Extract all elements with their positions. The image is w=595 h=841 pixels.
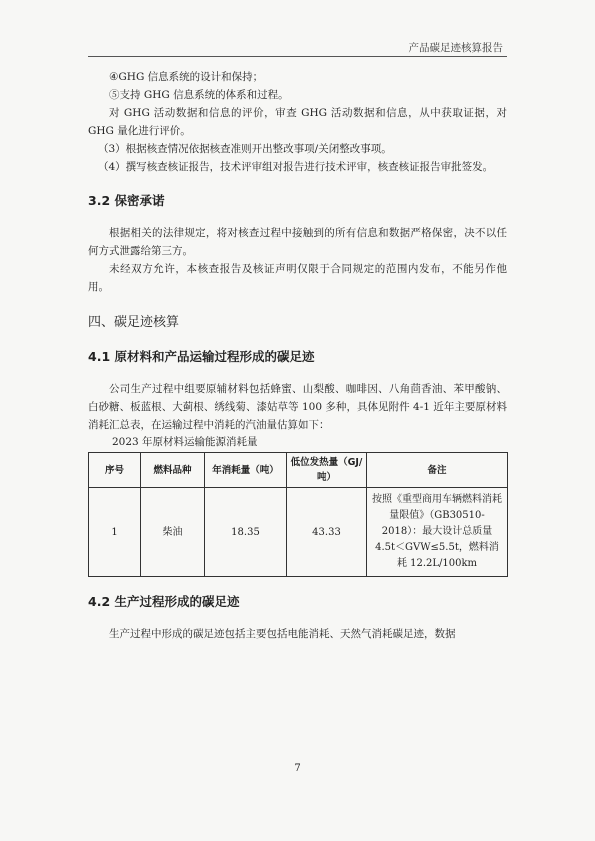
body-paragraph: 公司生产过程中组要原辅材料包括蜂蜜、山梨酸、咖啡因、八角茴香油、苯甲酸钠、白砂糖、板蓝根、大蓟根、绣线菊、漆姑草等 100 多种，具体见附件 4-1 近年主要原材料消耗汇总表，在运输过程中消耗的汽油量估算如下：: [88, 383, 507, 431]
list-item: （3）根据核查情况依据核查准则开出整改事项/关闭整改事项。: [98, 143, 392, 155]
body-paragraph: 对 GHG 活动数据和信息的评价，审查 GHG 活动数据和信息，从中获取证据，对 GHG 量化进行评价。: [88, 107, 507, 137]
list-item: ⑤支持 GHG 信息系统的体系和过程。: [109, 89, 289, 101]
chapter-heading-4: 四、碳足迹核算: [88, 315, 180, 330]
header-title: 产品碳足迹核算报告: [408, 42, 503, 54]
table-cell: 柴油: [141, 488, 205, 577]
table-cell: 18.35: [205, 488, 287, 577]
section-heading-4-2: 4.2 生产过程形成的碳足迹: [88, 594, 240, 609]
list-item: （4）撰写核查核证报告，技术评审组对报告进行技术评审，核查核证报告审批签发。: [98, 161, 494, 173]
page-content: [88, 68, 507, 643]
body-paragraph: 根据相关的法律规定，将对核查过程中接触到的所有信息和数据严格保密，决不以任何方式泄露给第三方。: [88, 227, 507, 257]
section-heading-4-1: 4.1 原材料和产品运输过程形成的碳足迹: [88, 349, 315, 364]
table-cell: 按照《重型商用车辆燃料消耗量限值》（GB30510-2018）：最大设计总质量 4.5t＜GVW≤5.5t，燃料消耗 12.2L/100km: [367, 488, 508, 577]
table-cell: 43.33: [287, 488, 367, 577]
section-heading-3-2: 3.2 保密承诺: [88, 193, 165, 208]
energy-consumption-table: [88, 452, 508, 577]
list-item: ④GHG 信息系统的设计和保持；: [109, 71, 264, 83]
body-paragraph: 未经双方允许，本核查报告及核证声明仅限于合同规定的范围内发布，不能另作他用。: [88, 263, 507, 293]
header-rule: [88, 56, 507, 57]
table-header-row: [89, 453, 508, 488]
table-caption: 2023 年原材料运输能源消耗量: [112, 436, 258, 448]
column-header: 年消耗量（吨）: [205, 453, 287, 488]
column-header: 燃料品种: [141, 453, 205, 488]
column-header: 备注: [367, 453, 508, 488]
column-header: 序号: [89, 453, 141, 488]
page-number: 7: [294, 763, 301, 774]
column-header: 低位发热量（GJ/吨）: [287, 453, 367, 488]
body-paragraph: 生产过程中形成的碳足迹包括主要包括电能消耗、天然气消耗碳足迹，数据: [109, 628, 456, 640]
table-row: [89, 488, 508, 577]
table-cell: 1: [89, 488, 141, 577]
